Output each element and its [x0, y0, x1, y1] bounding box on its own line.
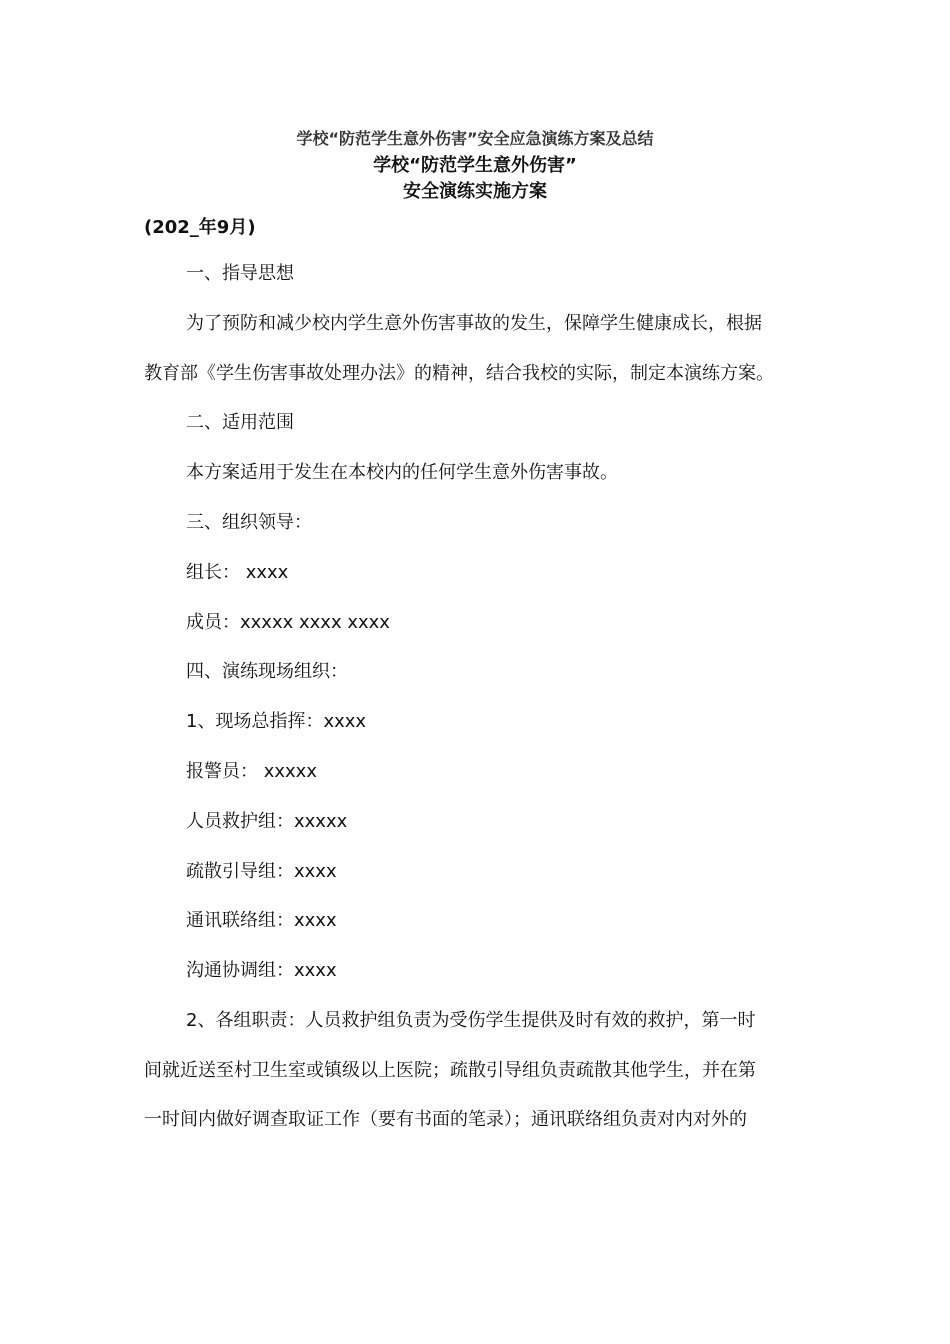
members-line: 成员：xxxxx xxxx xxxx — [186, 612, 390, 633]
sub-title: 学校“防范学生意外伤害” — [373, 155, 577, 176]
paragraph-line: 2、各组职责：人员救护组负责为受伤学生提供及时有效的救护，第一时 — [186, 1010, 756, 1031]
document-date: (202_年9月) — [144, 217, 256, 238]
list-item: 疏散引导组：xxxx — [186, 861, 337, 882]
list-item: 人员救护组：xxxxx — [186, 811, 348, 832]
leader-line: 组长： xxxx — [186, 562, 289, 583]
section-heading-guiding-idea: 一、指导思想 — [186, 263, 294, 284]
paragraph-line: 教育部《学生伤害事故处理办法》的精神，结合我校的实际，制定本演练方案。 — [144, 363, 774, 384]
list-item: 沟通协调组：xxxx — [186, 960, 337, 981]
section-heading-drill-organization: 四、演练现场组织： — [186, 661, 348, 682]
list-item: 报警员： xxxxx — [186, 761, 317, 782]
list-item: 通讯联络组：xxxx — [186, 910, 337, 931]
section-heading-scope: 二、适用范围 — [186, 412, 294, 433]
section-heading-leadership: 三、组织领导： — [186, 512, 312, 533]
paragraph-line: 一时间内做好调查取证工作（要有书面的笔录）；通讯联络组负责对内对外的 — [144, 1109, 747, 1130]
paragraph-line: 本方案适用于发生在本校内的任何学生意外伤害事故。 — [186, 462, 618, 483]
list-item: 1、现场总指挥：xxxx — [186, 711, 367, 732]
paragraph-line: 间就近送至村卫生室或镇级以上医院；疏散引导组负责疏散其他学生，并在第 — [144, 1060, 756, 1081]
main-title: 学校“防范学生意外伤害”安全应急演练方案及总结 — [296, 129, 654, 148]
sub-title-2: 安全演练实施方案 — [403, 181, 547, 202]
paragraph-line: 为了预防和减少校内学生意外伤害事故的发生，保障学生健康成长，根据 — [186, 313, 762, 334]
